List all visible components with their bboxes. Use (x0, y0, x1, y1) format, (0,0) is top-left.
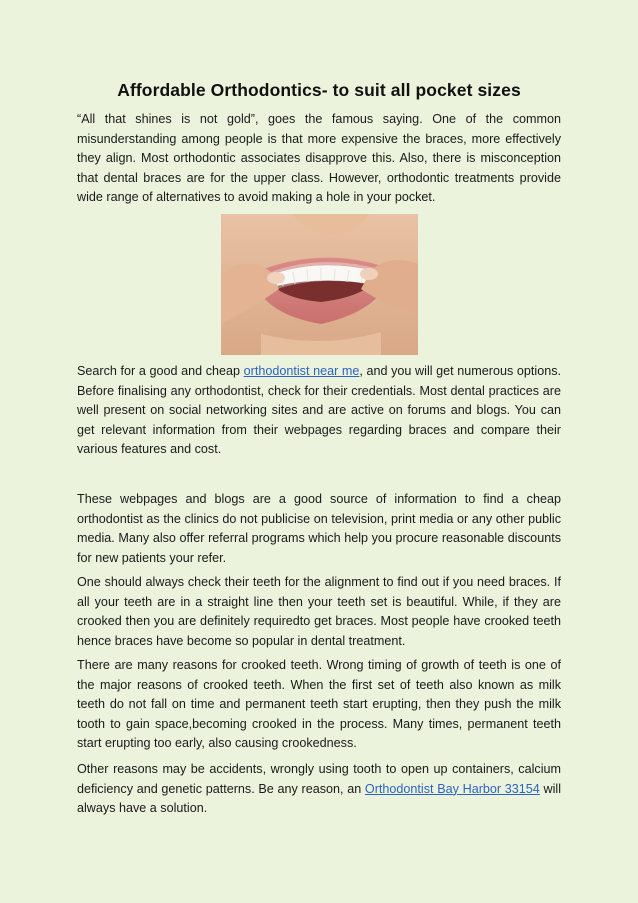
paragraph-search (77, 362, 561, 460)
paragraph-other-reasons-text-after: will always have a solution. (77, 781, 561, 815)
clear-aligner-photo (221, 214, 418, 355)
paragraph-search-text-after: , and you will get numerous options. Before finalising any orthodontist, check for their credentials. Most dental practices are well present on social networking sites and are active on forums and blogs. You can get relevant information from their webpages regarding braces and compare their various features and cost. (77, 364, 561, 456)
page-title: Affordable Orthodontics- to suit all pocket sizes (117, 80, 521, 100)
paragraph-webpages: These webpages and blogs are a good source of information to find a cheap orthodontist as the clinics do not publicise on television, print media or any other public media. Many also offer referral programs which help you procure reasonable discounts for new patients your refer. (77, 492, 561, 565)
paragraph-intro: “All that shines is not gold”, goes the famous saying. One of the common misunderstanding among people is that more expensive the braces, more effectively they align. Most orthodontic associates disapprove this. Also, there is misconception that dental braces are for the upper class. However, orthodontic treatments provide wide range of alternatives to avoid making a hole in your pocket. (77, 112, 561, 204)
paragraph-reasons: There are many reasons for crooked teeth. Wrong timing of growth of teeth is one of the major reasons of crooked teeth. When the first set of teeth also known as milk teeth do not fall on time and permanent teeth start erupting, then they push the milk tooth to gain space,becoming crooked in the process. Many times, permanent teeth start erupting too early, also causing crookedness. (77, 658, 561, 750)
clear-aligner-illustration (221, 214, 418, 355)
paragraph-other-reasons (77, 760, 561, 819)
paragraph-other-reasons-text-before: Other reasons may be accidents, wrongly using tooth to open up containers, calcium deficiency and genetic patterns. Be any reason, an (77, 762, 561, 796)
paragraph-search-text-before: Search for a good and cheap (77, 364, 244, 378)
paragraph-alignment: One should always check their teeth for the alignment to find out if you need braces. If all your teeth are in a straight line then your teeth set is beautiful. While, if they are crooked then you are definitely requiredto get braces. Most people have crooked teeth hence braces have become so popular in dental treatment. (77, 575, 561, 648)
orthodontist-bay-harbor-link[interactable]: Orthodontist Bay Harbor 33154 (364, 781, 540, 796)
orthodontist-near-me-link[interactable]: orthodontist near me (243, 364, 360, 378)
